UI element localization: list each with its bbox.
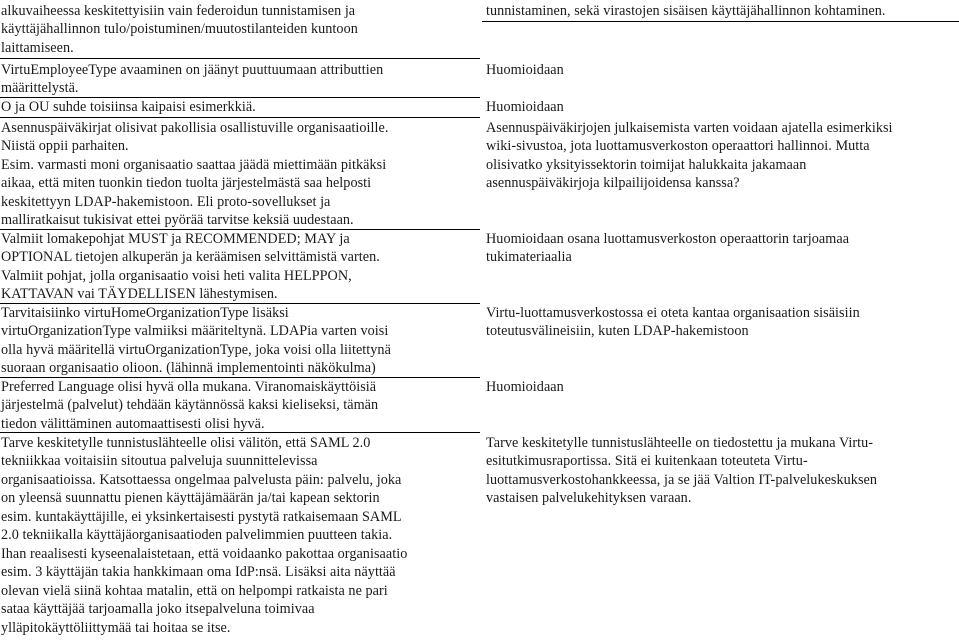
response-cell: Huomioidaan osana luottamusverkoston operaattorin tarjoamaa tukimateriaalia	[486, 231, 850, 266]
comment-cell: Preferred Language olisi hyvä olla mukana. Viranomaiskäyttöisiä järjestelmä (palvelut) tehdään käytännössä kaksi kieliseksi, tämän tiedon välittäminen automaattisesti olisi hyvä.	[1, 379, 379, 432]
row-divider	[0, 432, 480, 433]
row-divider	[0, 58, 480, 59]
comment-cell: alkuvaiheessa keskitettyisiin vain federoidun tunnistamisen ja käyttäjähallinnon tulo/poistuminen/muutostilanteiden kuntoon laittamiseen.	[1, 3, 358, 56]
comment-cell: Tarvitaisiinko virtuHomeOrganizationType lisäksi virtuOrganizationType valmiiksi määriteltynä. LDAPia varten voisi olla hyvä määritellä virtuOrganizationType, joka voisi olla liitettynä suoraan organisaatio olioon. (lähinnä implementointi näkökulma)	[1, 305, 391, 377]
comment-cell: Asennuspäiväkirjat olisivat pakollisia osallistuville organisaatioille. Niistä oppii parhaiten. Esim. varmasti moni organisaatio saattaa jäädä miettimään pitkäksi aikaa, että miten tuonkin tiedon tuolta järjestelmästä saa helposti keskitettyyn LDAP-hakemistoon. Eli proto-sovellukset ja malliratkaisut tukisivat ettei pyörää tarvitse keksiä uudestaan.	[1, 120, 389, 229]
comment-cell: O ja OU suhde toisiinsa kaipaisi esimerkkiä.	[1, 99, 256, 115]
row-divider	[0, 117, 480, 118]
response-cell: Huomioidaan	[486, 379, 564, 395]
comment-cell: Valmiit lomakepohjat MUST ja RECOMMENDED; MAY ja OPTIONAL tietojen alkuperän ja keräämisen selvittämistä varten. Valmiit pohjat, jolla organisaatio voisi heti valita HELPPON, KATTAVAN vai TÄYDELLISEN lähestymisen.	[1, 231, 380, 303]
row-divider	[482, 21, 959, 22]
response-cell: Huomioidaan	[486, 62, 564, 78]
response-cell: Virtu-luottamusverkostossa ei oteta kantaa organisaation sisäisiin toteutusvälineisiin, kuten LDAP-hakemistoon	[486, 305, 860, 340]
response-cell: tunnistaminen, sekä virastojen sisäisen käyttäjähallinnon kohtaminen.	[486, 3, 886, 19]
response-cell: Asennuspäiväkirjojen julkaisemista varten voidaan ajatella esimerkiksi wiki-sivustoa, jota luottamusverkoston operaattori hallinnoi. Mutta olisivatko yksityissektorin toimijat halukkaita jakamaan asennuspäiväkirjoja kilpailijoidensa kanssa?	[486, 120, 893, 192]
comment-cell: VirtuEmployeeType avaaminen on jäänyt puuttuumaan attributtien määrittelystä.	[1, 62, 384, 97]
comment-cell: Tarve keskitetylle tunnistuslähteelle olisi välitön, että SAML 2.0 tekniikkaa voitaisiin sitoutua palveluja suunnittelevissa organisaatioissa. Katsottaessa ongelmaa palvelusta päin: palvelu, joka on yleensä suunnattu pienen käyttäjämäärän ja/tai kapean sektorin esim. kuntakäyttäjille, ei yksinkertaisesti pystytä ratkaisemaan SAML 2.0 tekniikalla käyttäjäorganisaatioden palvelimmien puutteen takia. Ihan reaalisesti kyseenalaistetaan, että voidaanko pakottaa organisaatio esim. 3 käyttäjän takia hankkimaan oma IdP:nsä. Lisäksi aita näyttää olevan vielä siinä kohtaa matalin, että on helpompi ratkaista ne pari sataa käyttäjää tarjoamalla joko itsepalveluna toimivaa ylläpitokäyttöliittymää tai hoitaa se itse.	[1, 435, 408, 636]
response-cell: Tarve keskitetylle tunnistuslähteelle on tiedostettu ja mukana Virtu- esitutkimusraportissa. Sitä ei kuitenkaan toteuteta Virtu- luottamusverkostohankkeessa, ja se jää Valtion IT-palvelukeskuksen vastaisen palvelukehityksen varaan.	[486, 435, 878, 507]
response-cell: Huomioidaan	[486, 99, 564, 115]
